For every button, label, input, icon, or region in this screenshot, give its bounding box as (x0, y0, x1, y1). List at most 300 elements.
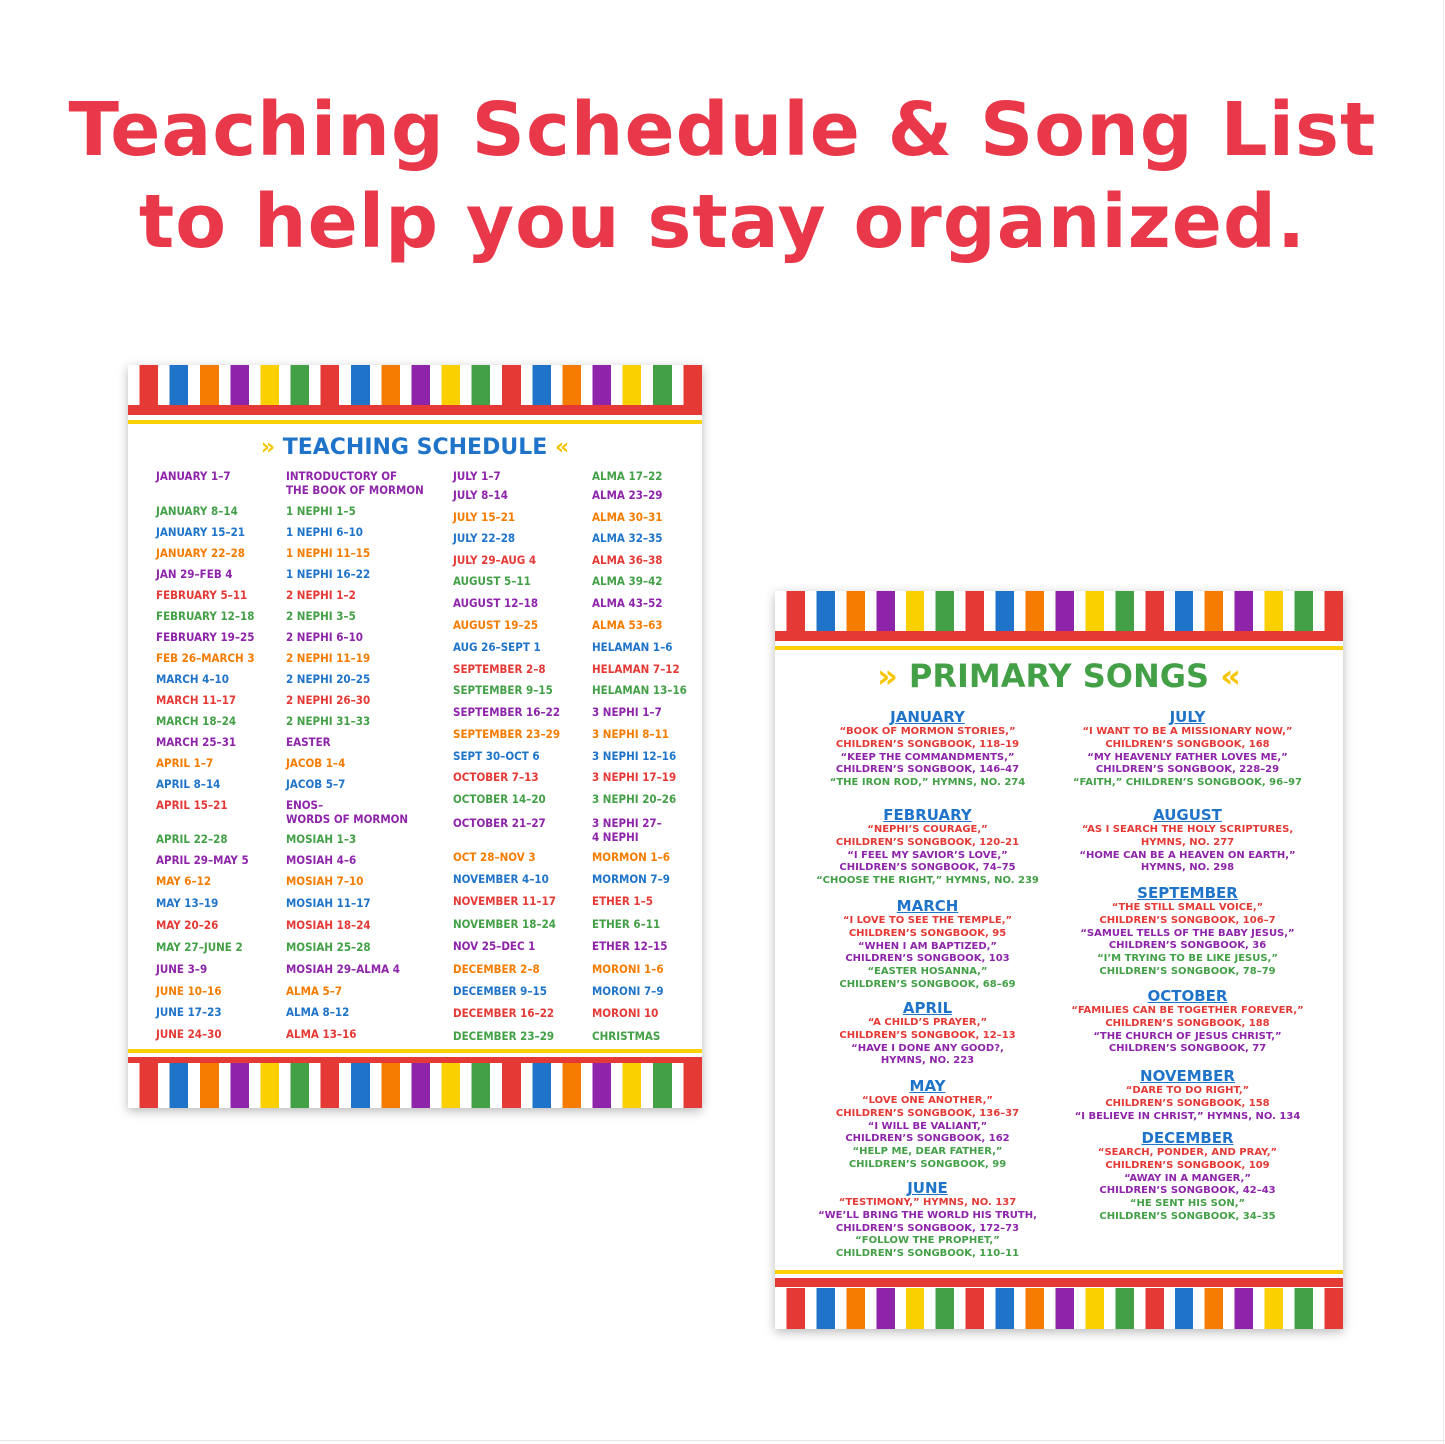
song-line: “AWAY IN A MANGER,” (1124, 1172, 1251, 1184)
schedule-entry-text: MOSIAH 11–17 (286, 896, 371, 910)
song-line: “TESTIMONY,” HYMNS, NO. 137 (838, 1197, 1017, 1208)
song-line: CHILDREN’S SONGBOOK, 42–43 (1099, 1185, 1276, 1197)
song-line: “I WILL BE VALIANT,” (867, 1120, 988, 1132)
stripe (581, 1063, 611, 1108)
song-line: “SAMUEL TELLS OF THE BABY JESUS,” (1080, 927, 1295, 939)
schedule-entry-text: MAY 13–19 (156, 896, 219, 910)
stripe (611, 1063, 641, 1108)
bottom-yellow-rule (128, 1049, 702, 1053)
song-line: CHILDREN’S SONGBOOK, 106–7 (1099, 914, 1276, 926)
schedule-entry (156, 918, 218, 932)
schedule-entry (156, 651, 255, 665)
song-line: “FAITH,” CHILDREN’S SONGBOOK, 96–97 (1072, 777, 1302, 789)
schedule-entry (286, 874, 363, 888)
stripe (521, 1063, 551, 1108)
song-line: CHILDREN’S SONGBOOK, 78–79 (1099, 966, 1276, 977)
schedule-entry-text: AUGUST 12–18 (453, 596, 539, 610)
schedule-entry-text: 2 NEPHI 20–25 (286, 672, 371, 686)
schedule-entry-text: DECEMBER 9–15 (453, 984, 547, 998)
schedule-entry (592, 984, 664, 998)
schedule-entry (156, 504, 238, 518)
schedule-entry (592, 531, 662, 545)
schedule-entry (592, 816, 662, 844)
schedule-entry-text: NOVEMBER 4–10 (453, 872, 549, 886)
schedule-entry (286, 672, 370, 686)
schedule-entry (592, 894, 653, 908)
song-line: CHILDREN’S SONGBOOK, 110–11 (835, 1248, 1020, 1260)
stripe (1253, 1288, 1283, 1329)
schedule-entry-text: 1 NEPHI 11–15 (286, 546, 371, 560)
song-line: CHILDREN’S SONGBOOK, 188 (1105, 1017, 1270, 1029)
stripe (805, 1288, 835, 1329)
month-heading: JANUARY (890, 708, 965, 726)
schedule-entry-text: AUGUST 19–25 (453, 618, 539, 632)
song-line: CHILDREN’S SONGBOOK, 162 (845, 1133, 1010, 1145)
schedule-entry-text: CHRISTMAS (592, 1029, 661, 1043)
schedule-entry (453, 705, 560, 719)
schedule-entry (453, 770, 539, 784)
stripe (309, 1063, 339, 1108)
schedule-entry-text: ALMA 17–22 (592, 469, 663, 483)
schedule-entry (592, 488, 662, 502)
schedule-entry-text: 1 NEPHI 1–5 (286, 504, 356, 518)
schedule-entry (286, 609, 356, 623)
schedule-entry-text: 3 NEPHI 20–26 (592, 792, 677, 806)
schedule-entry (453, 872, 549, 886)
schedule-entry (156, 588, 247, 602)
schedule-entry (453, 984, 547, 998)
song-line: “WHEN I AM BAPTIZED,” (857, 940, 997, 952)
schedule-entry (592, 939, 667, 953)
stripe (954, 1288, 984, 1329)
schedule-entry (592, 596, 662, 610)
schedule-entry-text: SEPTEMBER 23–29 (453, 727, 561, 741)
primary-songs-heading: PRIMARY SONGS (908, 657, 1210, 695)
schedule-entry (156, 546, 245, 560)
schedule-entry (453, 917, 556, 931)
schedule-entry (453, 1006, 554, 1020)
song-line: HYMNS, NO. 277 (1140, 836, 1235, 848)
chevron-left-icon: « (1220, 657, 1241, 695)
month-heading: JUNE (907, 1179, 948, 1197)
song-line: “I WANT TO BE A MISSIONARY NOW,” (1082, 726, 1293, 737)
schedule-entry (286, 469, 424, 497)
stripe (400, 1063, 430, 1108)
stripe (641, 1063, 671, 1108)
schedule-entry (453, 962, 540, 976)
schedule-entry-text: JANUARY 1–7 (156, 469, 231, 483)
schedule-entry-text: 2 NEPHI 26–30 (286, 693, 371, 707)
schedule-entry-text: MORONI 10 (592, 1006, 659, 1020)
schedule-entry-text: 3 NEPHI 12–16 (592, 749, 677, 763)
schedule-entry (453, 850, 536, 864)
stripe (1164, 1288, 1194, 1329)
schedule-entry-text: ALMA 53–63 (592, 618, 663, 632)
schedule-entry (156, 630, 254, 644)
schedule-entry-text: 3 NEPHI 1–7 (592, 705, 662, 719)
schedule-entry-text: HELAMAN 13–16 (592, 683, 687, 697)
schedule-entry (156, 940, 243, 954)
stripe (1193, 1288, 1223, 1329)
schedule-entry (156, 1027, 222, 1041)
schedule-entry (156, 756, 213, 770)
schedule-entry-text: 1 NEPHI 6–10 (286, 525, 363, 539)
schedule-entry (592, 553, 662, 567)
stripe (984, 1288, 1014, 1329)
schedule-entry-text: ALMA 32–35 (592, 531, 663, 545)
stripe (1134, 1288, 1164, 1329)
schedule-entry-text: MARCH 11–17 (156, 693, 237, 707)
schedule-entry (453, 640, 541, 654)
schedule-entry-text: APRIL 8–14 (156, 777, 221, 791)
schedule-entry-text: MAY 27–JUNE 2 (156, 940, 243, 954)
schedule-entry-text: APRIL 1–7 (156, 756, 214, 770)
schedule-entry-text: FEBRUARY 12–18 (156, 609, 255, 623)
song-line: “LOVE ONE ANOTHER,” (862, 1095, 993, 1106)
schedule-entry-text: JANUARY 15–21 (156, 525, 245, 539)
schedule-entry (286, 714, 370, 728)
stripe (219, 1063, 249, 1108)
schedule-entry-text-line2: WORDS OF MORMON (286, 812, 409, 826)
song-line: CHILDREN’S SONGBOOK, 109 (1105, 1159, 1270, 1171)
stripe (1044, 1288, 1074, 1329)
schedule-entry (286, 798, 408, 826)
schedule-entry (156, 672, 229, 686)
song-line: “FOLLOW THE PROPHET,” (855, 1235, 1000, 1247)
right-edge-divider (1443, 0, 1444, 1444)
schedule-entry (592, 850, 670, 864)
song-line: “HOME CAN BE A HEAVEN ON EARTH,” (1079, 849, 1296, 861)
schedule-entry-text: JULY 29–AUG 4 (453, 553, 537, 567)
schedule-entry-text: ALMA 8–12 (286, 1005, 350, 1019)
schedule-entry-text: ETHER 6–11 (592, 917, 661, 931)
month-heading: OCTOBER (1147, 987, 1228, 1005)
schedule-entry-text: 3 NEPHI 27– (592, 816, 662, 830)
schedule-entry-text: MOSIAH 25–28 (286, 940, 371, 954)
schedule-entry-text: INTRODUCTORY OF (286, 469, 398, 483)
schedule-entry (592, 510, 662, 524)
song-line: “EASTER HOSANNA,” (867, 966, 988, 978)
schedule-entry-text: OCTOBER 7–13 (453, 770, 539, 784)
schedule-entry (156, 777, 220, 791)
schedule-entry-text: DECEMBER 23–29 (453, 1029, 555, 1043)
chevron-left-icon: « (554, 435, 570, 460)
stripe (430, 1063, 460, 1108)
schedule-entry-text: ALMA 13–16 (286, 1027, 357, 1041)
stripe (158, 1063, 188, 1108)
schedule-entry (156, 693, 236, 707)
schedule-entry-text: MAY 20–26 (156, 918, 219, 932)
schedule-entry-text: MOSIAH 1–3 (286, 832, 357, 846)
schedule-entry-text: MORONI 1–6 (592, 962, 664, 976)
schedule-entry (286, 504, 356, 518)
schedule-entry (286, 918, 371, 932)
stripe (672, 1063, 702, 1108)
schedule-entry-text: JACOB 5–7 (286, 777, 346, 791)
schedule-entry-text: MOSIAH 7–10 (286, 874, 364, 888)
schedule-entry (286, 1027, 356, 1041)
schedule-entry-text: NOV 25–DEC 1 (453, 939, 536, 953)
song-line: “BOOK OF MORMON STORIES,” (839, 726, 1016, 737)
schedule-entry-text: APRIL 29–MAY 5 (156, 853, 249, 867)
stripe (924, 1288, 954, 1329)
schedule-entry-text: ALMA 30–31 (592, 510, 663, 524)
schedule-entry-text: JACOB 1–4 (286, 756, 346, 770)
schedule-entry (592, 917, 660, 931)
primary-songs-card (775, 591, 1343, 1329)
schedule-entry (592, 792, 676, 806)
month-heading: NOVEMBER (1140, 1067, 1235, 1085)
schedule-entry (592, 749, 676, 763)
month-heading: FEBRUARY (883, 806, 972, 824)
song-line: CHILDREN’S SONGBOOK, 34–35 (1099, 1211, 1276, 1222)
song-line: CHILDREN’S SONGBOOK, 74–75 (839, 862, 1016, 874)
schedule-entry (286, 630, 363, 644)
schedule-entry-text: ETHER 1–5 (592, 894, 653, 908)
songs-left-column (795, 591, 1060, 1329)
schedule-entry-text: SEPTEMBER 2–8 (453, 662, 546, 676)
schedule-entry-text: SEPTEMBER 16–22 (453, 705, 561, 719)
schedule-entry-text: OCT 28–NOV 3 (453, 850, 536, 864)
song-line: “AS I SEARCH THE HOLY SCRIPTURES, (1081, 824, 1294, 835)
stripe (1104, 1288, 1134, 1329)
stripe (490, 1063, 520, 1108)
schedule-entry-text: JANUARY 8–14 (156, 504, 238, 518)
song-line: HYMNS, NO. 223 (880, 1055, 975, 1067)
schedule-entry-text: MARCH 25–31 (156, 735, 237, 749)
schedule-entry-text: 3 NEPHI 8–11 (592, 727, 669, 741)
schedule-entry-text: MARCH 4–10 (156, 672, 229, 686)
schedule-entry-text: OCTOBER 14–20 (453, 792, 546, 806)
schedule-entry (286, 567, 370, 581)
schedule-entry (286, 525, 363, 539)
stripe (279, 1063, 309, 1108)
schedule-entry-text-line2: 4 NEPHI (592, 830, 639, 844)
chevron-right-icon: » (260, 435, 276, 460)
song-line: “KEEP THE COMMANDMENTS,” (840, 751, 1015, 763)
schedule-entry (453, 469, 501, 483)
song-line: “THE CHURCH OF JESUS CHRIST,” (1093, 1030, 1282, 1042)
schedule-entry (286, 588, 356, 602)
schedule-entry (156, 525, 245, 539)
schedule-entry-text: FEBRUARY 5–11 (156, 588, 248, 602)
song-line: CHILDREN’S SONGBOOK, 136–37 (835, 1107, 1020, 1119)
song-line: “HE SENT HIS SON,” (1129, 1198, 1246, 1210)
schedule-entry (156, 832, 228, 846)
bottom-yellow-rule (775, 1270, 1343, 1274)
song-line: CHILDREN’S SONGBOOK, 99 (848, 1159, 1007, 1170)
schedule-entry (286, 940, 371, 954)
schedule-entry (453, 792, 546, 806)
song-line: CHILDREN’S SONGBOOK, 158 (1105, 1097, 1270, 1109)
schedule-entry-text: 2 NEPHI 6–10 (286, 630, 363, 644)
stripe (339, 1063, 369, 1108)
schedule-entry (453, 510, 515, 524)
schedule-entry-text: 3 NEPHI 17–19 (592, 770, 677, 784)
schedule-entry-text: DECEMBER 2–8 (453, 962, 540, 976)
schedule-entry-text: JUNE 10–16 (156, 984, 222, 998)
bottom-stripe-border (775, 1288, 1343, 1329)
schedule-entry (156, 1005, 222, 1019)
stripe (551, 1063, 581, 1108)
schedule-entry (592, 872, 670, 886)
schedule-entry (156, 609, 254, 623)
schedule-entry-text: JUNE 24–30 (156, 1027, 222, 1041)
song-line: “THE IRON ROD,” HYMNS, NO. 274 (829, 777, 1026, 789)
schedule-entry-text: JULY 1–7 (453, 469, 501, 483)
song-line: “I FEEL MY SAVIOR’S LOVE,” (847, 849, 1008, 861)
bottom-red-band (775, 1278, 1343, 1287)
song-line: CHILDREN’S SONGBOOK, 118–19 (835, 738, 1020, 750)
schedule-entry (453, 618, 538, 632)
schedule-entry (453, 1029, 554, 1043)
schedule-entry-text: ALMA 36–38 (592, 553, 663, 567)
schedule-entry (592, 770, 676, 784)
song-line: “CHOOSE THE RIGHT,” HYMNS, NO. 239 (816, 875, 1039, 887)
schedule-entry-text: APRIL 22–28 (156, 832, 228, 846)
schedule-entry (286, 896, 371, 910)
month-heading: DECEMBER (1141, 1129, 1234, 1147)
stripe (835, 1288, 865, 1329)
schedule-entry-text: MORMON 1–6 (592, 850, 670, 864)
stripe (460, 1063, 490, 1108)
schedule-entry (592, 962, 664, 976)
schedule-entry-text: MOSIAH 29–ALMA 4 (286, 962, 400, 976)
schedule-entry (453, 531, 515, 545)
songs-right-column (1055, 591, 1320, 1329)
schedule-entry-text: MOSIAH 4–6 (286, 853, 357, 867)
song-line: “I BELIEVE IN CHRIST,” HYMNS, NO. 134 (1074, 1110, 1301, 1122)
schedule-entry-text: 2 NEPHI 3–5 (286, 609, 356, 623)
schedule-entry (592, 618, 662, 632)
schedule-entry (592, 574, 662, 588)
song-line: “NEPHI’S COURAGE,” (867, 824, 988, 835)
schedule-entry-text: ALMA 23–29 (592, 488, 663, 502)
schedule-entry-text: ENOS– (286, 798, 324, 812)
schedule-entry (453, 816, 546, 830)
schedule-entry (453, 553, 536, 567)
schedule-entry-text: EASTER (286, 735, 331, 749)
song-line: CHILDREN’S SONGBOOK, 12–13 (839, 1029, 1016, 1041)
schedule-entry-text: SEPT 30–OCT 6 (453, 749, 540, 763)
schedule-entry-text: JAN 29–FEB 4 (156, 567, 233, 581)
schedule-entry-text: NOVEMBER 11–17 (453, 894, 557, 908)
schedule-entry-text-line2: THE BOOK OF MORMON (286, 483, 424, 497)
schedule-entry-text: MARCH 18–24 (156, 714, 237, 728)
schedule-entry (592, 727, 669, 741)
schedule-entry (156, 984, 222, 998)
month-heading: SEPTEMBER (1137, 884, 1238, 902)
schedule-entry (286, 777, 345, 791)
schedule-entry-text: FEBRUARY 19–25 (156, 630, 255, 644)
song-line: “HELP ME, DEAR FATHER,” (852, 1146, 1003, 1158)
schedule-entry (453, 596, 538, 610)
stripe (249, 1063, 279, 1108)
schedule-entry (156, 853, 249, 867)
schedule-entry (592, 469, 662, 483)
stripe (1313, 1288, 1343, 1329)
schedule-entry-text: AUG 26–SEPT 1 (453, 640, 541, 654)
month-heading: APRIL (902, 999, 953, 1017)
schedule-entry (286, 962, 400, 976)
teaching-schedule-heading: TEACHING SCHEDULE (282, 435, 548, 460)
song-line: CHILDREN’S SONGBOOK, 228–29 (1095, 764, 1280, 776)
schedule-entry (156, 714, 236, 728)
schedule-entry (592, 662, 680, 676)
headline-line-2: to help you stay organized. (138, 179, 1307, 265)
schedule-entry (592, 1029, 660, 1043)
schedule-table (128, 365, 702, 1108)
schedule-entry (453, 894, 556, 908)
month-heading: AUGUST (1153, 806, 1222, 824)
schedule-entry-text: MORMON 7–9 (592, 872, 670, 886)
song-line: CHILDREN’S SONGBOOK, 36 (1108, 940, 1267, 952)
stripe (1223, 1288, 1253, 1329)
schedule-entry-text: NOVEMBER 18–24 (453, 917, 557, 931)
schedule-entry (592, 683, 687, 697)
schedule-entry (592, 705, 662, 719)
schedule-entry (453, 574, 531, 588)
schedule-entry-text: HELAMAN 1–6 (592, 640, 673, 654)
schedule-entry (286, 832, 356, 846)
schedule-entry (453, 662, 546, 676)
schedule-entry-text: JUNE 17–23 (156, 1005, 222, 1019)
stripe (188, 1063, 218, 1108)
schedule-entry (286, 546, 370, 560)
stripe (775, 1288, 805, 1329)
stripe (1074, 1288, 1104, 1329)
song-line: CHILDREN’S SONGBOOK, 103 (845, 953, 1010, 965)
stripe (865, 1288, 895, 1329)
song-line: “DARE TO DO RIGHT,” (1125, 1085, 1250, 1096)
song-line: CHILDREN’S SONGBOOK, 146–47 (835, 764, 1020, 776)
song-line: CHILDREN’S SONGBOOK, 168 (1105, 738, 1270, 750)
schedule-entry-text: MAY 6–12 (156, 874, 212, 888)
schedule-entry (286, 853, 356, 867)
schedule-entry (156, 469, 231, 483)
schedule-entry (156, 896, 218, 910)
song-line: “I’M TRYING TO BE LIKE JESUS,” (1097, 953, 1278, 965)
song-line: “SEARCH, PONDER, AND PRAY,” (1097, 1147, 1278, 1158)
song-line: “THE STILL SMALL VOICE,” (1111, 902, 1264, 913)
schedule-entry-text: 2 NEPHI 1–2 (286, 588, 356, 602)
schedule-entry (453, 683, 553, 697)
schedule-entry (156, 874, 211, 888)
schedule-entry-text: ALMA 5–7 (286, 984, 343, 998)
schedule-entry-text: HELAMAN 7–12 (592, 662, 680, 676)
schedule-entry (286, 651, 370, 665)
month-heading: JULY (1169, 708, 1206, 726)
schedule-entry-text: ALMA 43–52 (592, 596, 663, 610)
schedule-entry-text: SEPTEMBER 9–15 (453, 683, 553, 697)
schedule-entry-text: APRIL 15–21 (156, 798, 228, 812)
schedule-entry (453, 488, 508, 502)
song-line: CHILDREN’S SONGBOOK, 120–21 (835, 836, 1020, 848)
stripe (895, 1288, 925, 1329)
schedule-entry-text: JULY 15–21 (453, 510, 516, 524)
song-line: “WE’LL BRING THE WORLD HIS TRUTH, (818, 1209, 1037, 1221)
schedule-entry-text: OCTOBER 21–27 (453, 816, 546, 830)
song-line: HYMNS, NO. 298 (1140, 862, 1235, 874)
schedule-entry-text: 2 NEPHI 11–19 (286, 651, 371, 665)
schedule-entry (453, 727, 560, 741)
schedule-entry (592, 640, 672, 654)
schedule-entry-text: DECEMBER 16–22 (453, 1006, 555, 1020)
schedule-entry-text: ETHER 12–15 (592, 939, 668, 953)
song-line: “HAVE I DONE ANY GOOD?, (851, 1042, 1004, 1054)
schedule-entry (453, 939, 535, 953)
song-line: CHILDREN’S SONGBOOK, 77 (1108, 1043, 1267, 1055)
